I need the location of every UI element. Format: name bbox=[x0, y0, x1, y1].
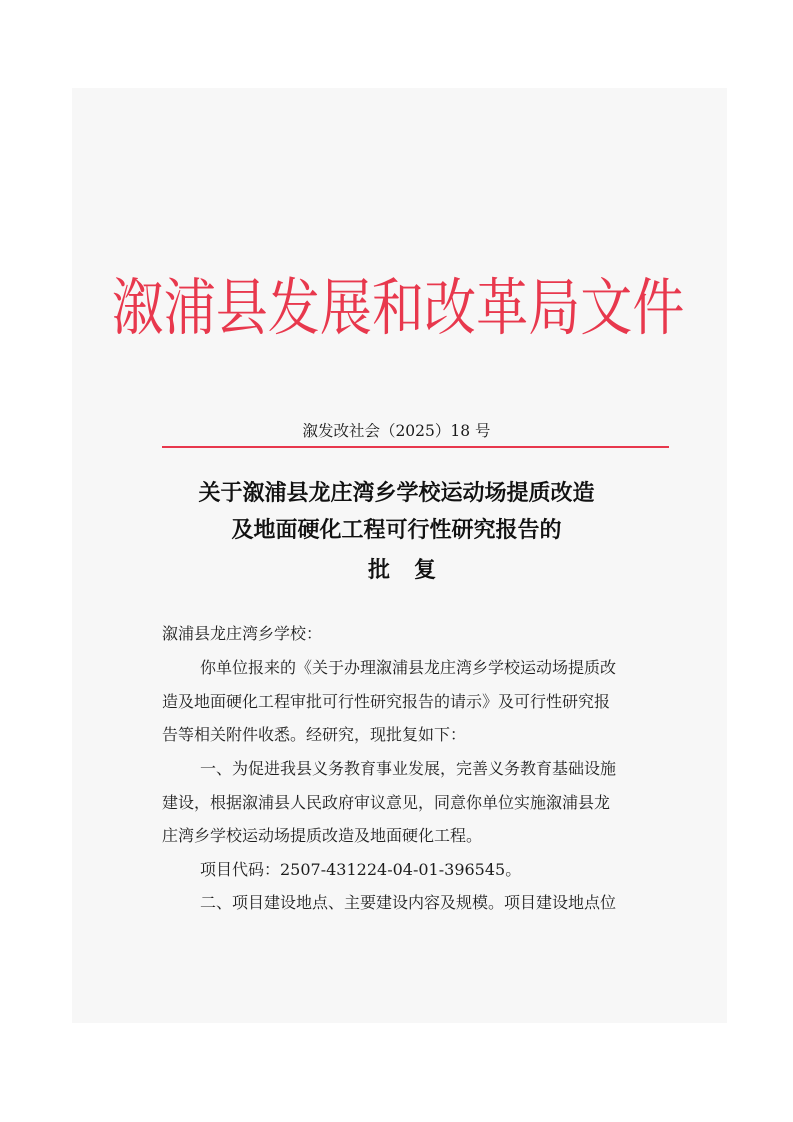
project-code-line: 项目代码：2507-431224-04-01-396545。 bbox=[200, 860, 522, 879]
red-divider-line bbox=[162, 446, 669, 448]
body-line: 造及地面硬化工程审批可行性研究报告的请示》及可行性研究报 bbox=[162, 692, 611, 711]
body-line: 建设，根据溆浦县人民政府审议意见，同意你单位实施溆浦县龙 bbox=[162, 793, 611, 812]
body-line: 一、为促进我县义务教育事业发展，完善义务教育基础设施 bbox=[200, 759, 617, 778]
document-title-line-1: 关于溆浦县龙庄湾乡学校运动场提质改造 bbox=[198, 480, 595, 506]
body-line: 你单位报来的《关于办理溆浦县龙庄湾乡学校运动场提质改 bbox=[200, 658, 617, 677]
agency-header-title: 溆浦县发展和改革局文件 bbox=[111, 271, 685, 344]
body-line: 二、项目建设地点、主要建设内容及规模。项目建设地点位 bbox=[200, 893, 617, 912]
body-line: 庄湾乡学校运动场提质改造及地面硬化工程。 bbox=[162, 826, 483, 845]
document-title-line-3: 批复 bbox=[368, 557, 461, 583]
body-line: 告等相关附件收悉。经研究，现批复如下： bbox=[162, 725, 467, 744]
document-number: 溆发改社会（2025）18 号 bbox=[302, 422, 491, 440]
document-title-line-2: 及地面硬化工程可行性研究报告的 bbox=[231, 517, 562, 543]
salutation: 溆浦县龙庄湾乡学校： bbox=[162, 624, 323, 643]
